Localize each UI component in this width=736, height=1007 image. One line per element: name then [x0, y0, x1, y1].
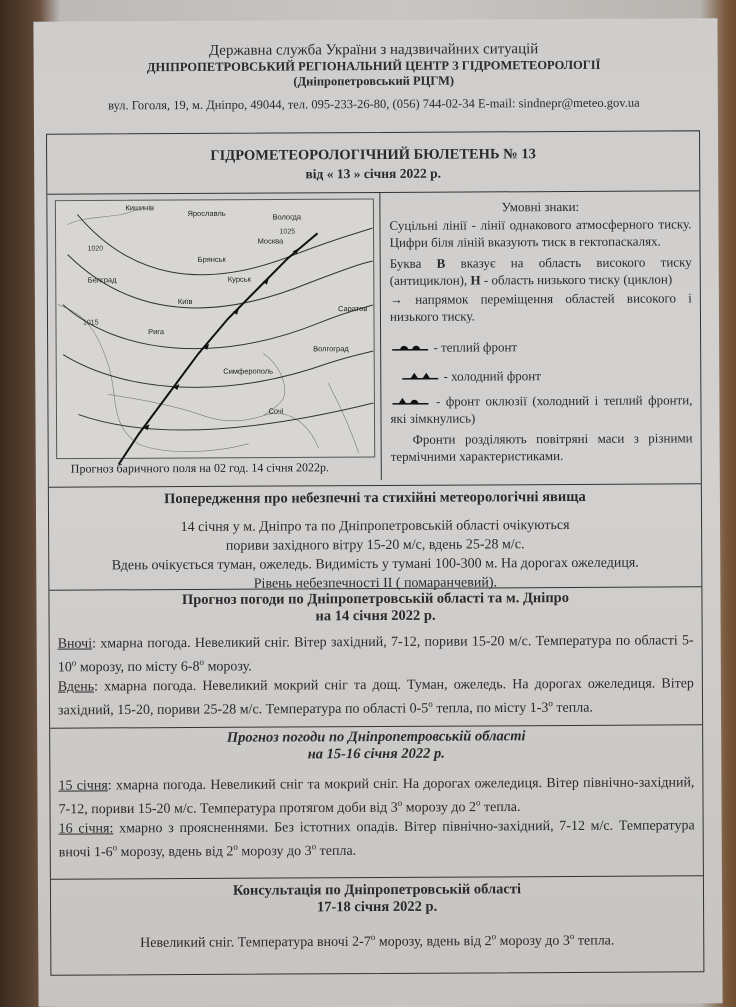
- forecast-14-date: на 14 січня 2022 р.: [315, 607, 436, 625]
- forecast-15: 15 січня: хмарна погода. Невеликий сніг та мокрий сніг. На дорогах ожеледиця. Вітер північно-західний, 7-12, пориви 15-20 м/с. Температура протягом доби від $3^о$ морозу до $2^о$ тепла.: [58, 775, 695, 818]
- contact-address: вул. Гоголя, 19, м. Дніпро, 49044, тел. 095-233-26-80, (056) 744-02-34 E-mail: sindnepr@meteo.gov.ua: [108, 95, 640, 113]
- center-name: ДНІПРОПЕТРОВСЬКИЙ РЕГІОНАЛЬНИЙ ЦЕНТР З ГІДРОМЕТЕОРОЛОГІЇ: [146, 57, 601, 75]
- svg-text:Ярославль: Ярославль: [187, 208, 226, 218]
- warning-title: Попередження про небезпечні та стихійні метеорологічні явища: [164, 488, 586, 508]
- consultation-date: 17-18 січня 2022 р.: [316, 898, 438, 916]
- forecast-14-title: Прогноз погоди по Дніпропетровській області та м. Дніпро: [181, 590, 570, 609]
- legend-warm-front: - теплий фронт: [390, 337, 692, 356]
- letterhead: [44, 40, 704, 113]
- svg-text:Сочі: Сочі: [268, 406, 284, 416]
- svg-text:Брянськ: Брянськ: [197, 254, 226, 264]
- warning-section: [49, 483, 702, 592]
- center-abbr: (Дніпропетровський РЦГМ): [293, 73, 455, 89]
- svg-text:Москва: Москва: [257, 236, 284, 246]
- svg-text:Саратов: Саратов: [337, 304, 368, 314]
- map-section: [47, 190, 701, 486]
- forecast-1516-title: Прогноз погоди по Дніпропетровській області: [226, 728, 526, 746]
- legend-occluded-front: - фронт оклюзії (холодний і теплий фронти, які зімкнулись): [390, 392, 693, 426]
- consultation-title: Консультація по Дніпропетровській області: [232, 881, 522, 899]
- forecast-1516-date: на 15-16 січня 2022 р.: [307, 745, 445, 763]
- bulletin-date: від « 13 » січня 2022 р.: [305, 165, 441, 182]
- legend-isobars: Суцільні лінії - лінії однакового атмосферного тиску. Цифри біля ліній вказують тиск в гектопаскалях.: [389, 216, 692, 250]
- consultation-section: [51, 875, 703, 969]
- consultation-text: Невеликий сніг. Температура вночі $2-7^о$ морозу, вдень від $2^о$ морозу до $3^о$ тепла.: [140, 930, 615, 951]
- bulletin-page: [33, 18, 722, 1007]
- legend-arrow: → напрямок переміщення областей високого і низького тиску.: [389, 290, 692, 324]
- forecast-14-section: [49, 586, 702, 727]
- svg-text:Симферополь: Симферополь: [223, 366, 274, 376]
- svg-text:Київ: Київ: [177, 296, 193, 307]
- bulletin-title: ГІДРОМЕТЕОРОЛОГІЧНИЙ БЮЛЕТЕНЬ № 13: [210, 146, 536, 164]
- legend-title: Умовні знаки:: [501, 198, 580, 215]
- agency-name: Державна служба України з надзвичайних ситуацій: [208, 41, 539, 59]
- synoptic-map: [47, 193, 381, 482]
- map-frame: [55, 199, 374, 459]
- occluded-front-icon: [390, 396, 430, 406]
- svg-text:Рига: Рига: [148, 327, 165, 337]
- svg-text:1025: 1025: [279, 228, 296, 236]
- forecast-14-day: Вдень: хмарна погода. Невеликий мокрий сніг та дощ. Туман, ожеледь. На дорогах ожеледиця. Вітер західний, 15-20, пориви 25-28 м/с. Температура по області $0-5^о$ тепла, по місту $1-3^о$ тепла.: [57, 676, 694, 718]
- svg-text:1015: 1015: [82, 319, 99, 327]
- legend-pressure-letters: Буква В вказує на область високого тиску (антициклон), Н - область низького тиску (циклон): [389, 254, 692, 288]
- legend-fronts-note: Фронти розділяють повітряні маси з різними термічними характеристиками.: [390, 430, 693, 464]
- warm-front-icon: [390, 342, 430, 352]
- bulletin-frame: [46, 130, 704, 975]
- cold-front-icon: [400, 371, 440, 381]
- svg-text:1020: 1020: [87, 245, 104, 253]
- svg-text:Курськ: Курськ: [227, 274, 251, 284]
- pressure-chart-drawing: [47, 193, 380, 482]
- svg-text:Волгоград: Волгоград: [313, 344, 349, 354]
- warning-text: 14 січня у м. Дніпро та по Дніпропетровській області очікуються пориви західного вітру 15-20 м/с, вдень 25-28 м/с. Вдень очікується туман, ожеледь. Видимість у тумані 100-300 м. На дорогах ожеледиця. Рівень небезпечності ІІ ( помаранчевий).: [111, 517, 639, 592]
- svg-text:Белград: Белград: [87, 275, 117, 285]
- svg-text:Кишинів: Кишинів: [125, 203, 154, 213]
- forecast-14-night: Вночі: хмарна погода. Невеликий сніг. Вітер західний, 7-12, пориви 15-20 м/с. Температура по області $5-10^о$ морозу, по місту $6-8^о$ морозу.: [57, 633, 694, 676]
- forecast-1516-section: [50, 724, 703, 878]
- map-legend: [389, 197, 692, 465]
- map-caption: Прогноз баричного поля на 02 год. 14 січня 2022р.: [70, 460, 330, 476]
- svg-text:Вологда: Вологда: [272, 212, 302, 222]
- forecast-16: 16 січня: хмарно з проясненнями. Без істотних опадів. Вітер північно-західний, 7-12 м/с. Температура вночі $1-6^о$ морозу, вдень від $2^о$ морозу до $3^о$ тепла.: [58, 818, 695, 860]
- legend-cold-front: - холодний фронт: [390, 366, 692, 385]
